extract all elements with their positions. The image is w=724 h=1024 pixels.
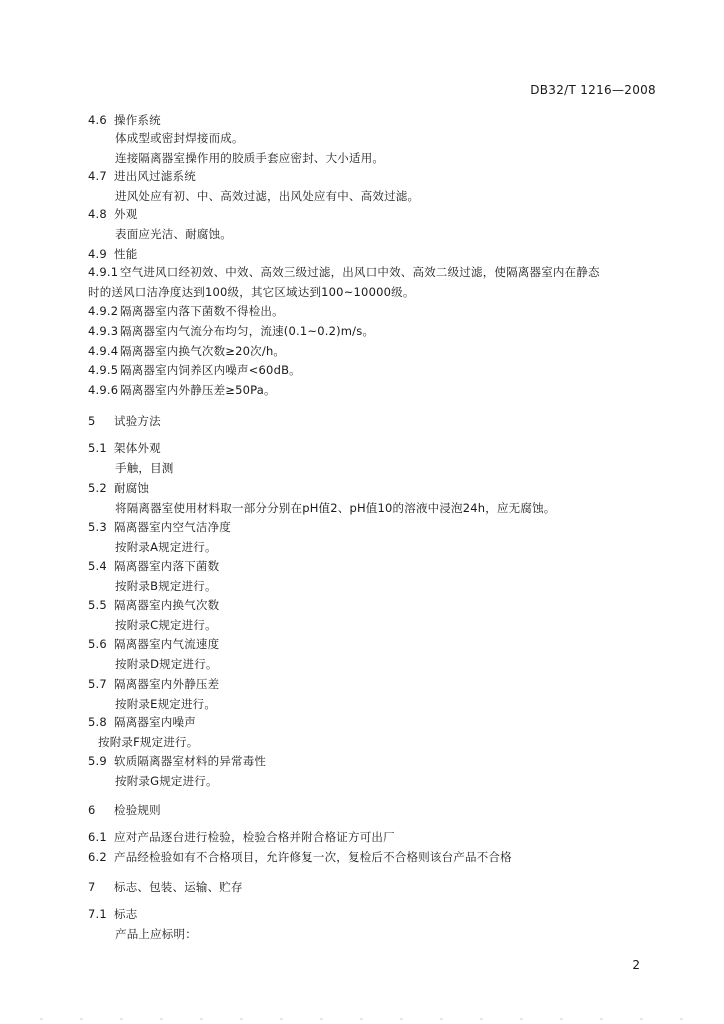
clause-text: 隔离器室内换气次数 bbox=[114, 598, 220, 612]
text-line bbox=[115, 500, 555, 516]
text-line bbox=[88, 246, 137, 262]
text-line bbox=[88, 323, 374, 339]
clause-text: 按附录G规定进行。 bbox=[115, 774, 218, 788]
text-line bbox=[88, 413, 161, 429]
text-line bbox=[115, 226, 232, 242]
clause-text: 空气进风口经初效、中效、高效三级过滤，出风口中效、高效二级过滤，使隔离器室内在静态 bbox=[120, 265, 600, 279]
clause-text: 表面应光洁、耐腐蚀。 bbox=[115, 227, 232, 241]
clause-number: 6 bbox=[88, 803, 96, 817]
text-line bbox=[88, 284, 415, 300]
clause-text: 手触，目测 bbox=[115, 461, 174, 475]
clause-text: 按附录A规定进行。 bbox=[115, 540, 217, 554]
text-line bbox=[115, 460, 174, 476]
clause-number: 7.1 bbox=[88, 907, 107, 921]
text-line bbox=[115, 696, 216, 712]
clause-text: 耐腐蚀 bbox=[114, 481, 150, 495]
clause-number: 4.9.2 bbox=[88, 304, 119, 318]
clause-text: 架体外观 bbox=[114, 441, 161, 455]
text-line bbox=[88, 303, 284, 319]
clause-number: 5 bbox=[88, 414, 96, 428]
text-line bbox=[115, 150, 384, 166]
text-line bbox=[88, 714, 196, 730]
clause-text: 隔离器室内换气次数≥20次/h。 bbox=[120, 344, 286, 358]
clause-number: 5.7 bbox=[88, 677, 107, 691]
text-line bbox=[88, 206, 137, 222]
clause-text: 隔离器室内噪声 bbox=[114, 715, 196, 729]
text-line bbox=[88, 558, 219, 574]
text-line bbox=[88, 362, 301, 378]
clause-number: 5.8 bbox=[88, 715, 107, 729]
clause-text: 按附录C规定进行。 bbox=[115, 618, 217, 632]
clause-number: 5.4 bbox=[88, 559, 107, 573]
clause-text: 操作系统 bbox=[114, 113, 161, 127]
clause-text: 时的送风口洁净度达到100级，其它区域达到100~10000级。 bbox=[88, 285, 415, 299]
text-line bbox=[88, 264, 600, 280]
text-line bbox=[88, 168, 196, 184]
clause-text: 按附录F规定进行。 bbox=[98, 735, 199, 749]
clause-text: 标志 bbox=[114, 907, 138, 921]
clause-text: 隔离器室内空气洁净度 bbox=[114, 520, 231, 534]
text-line bbox=[88, 879, 243, 895]
clause-number: 5.1 bbox=[88, 441, 107, 455]
page-number: 2 bbox=[632, 958, 640, 972]
clause-number: 6.1 bbox=[88, 830, 107, 844]
text-line bbox=[88, 802, 161, 818]
clause-number: 4.6 bbox=[88, 113, 107, 127]
clause-number: 4.9.3 bbox=[88, 324, 119, 338]
clause-number: 5.2 bbox=[88, 481, 107, 495]
clause-text: 隔离器室内气流速度 bbox=[114, 637, 220, 651]
text-line bbox=[88, 597, 219, 613]
clause-number: 7 bbox=[88, 880, 96, 894]
text-line bbox=[88, 849, 512, 865]
standard-code-header: DB32/T 1216—2008 bbox=[530, 83, 656, 97]
clause-text: 隔离器室内气流分布均匀，流速(0.1~0.2)m/s。 bbox=[120, 324, 375, 338]
text-line bbox=[115, 539, 217, 555]
text-line bbox=[115, 926, 197, 942]
clause-text: 标志、包装、运输、贮存 bbox=[114, 880, 243, 894]
text-line bbox=[88, 906, 137, 922]
text-line bbox=[115, 617, 217, 633]
clause-text: 检验规则 bbox=[114, 803, 161, 817]
text-line bbox=[115, 188, 419, 204]
clause-text: 按附录E规定进行。 bbox=[115, 697, 217, 711]
clause-text: 隔离器室内外静压差≥50Pa。 bbox=[120, 383, 276, 397]
clause-number: 5.6 bbox=[88, 637, 107, 651]
clause-number: 4.7 bbox=[88, 169, 107, 183]
clause-text: 将隔离器室使用材料取一部分分别在pH值2、pH值10的溶液中浸泡24h，应无腐蚀。 bbox=[115, 501, 556, 515]
text-line bbox=[88, 676, 219, 692]
clause-text: 隔离器室内落下菌数 bbox=[114, 559, 220, 573]
clause-text: 隔离器室内落下菌数不得检出。 bbox=[120, 304, 284, 318]
clause-number: 6.2 bbox=[88, 850, 107, 864]
clause-number: 5.5 bbox=[88, 598, 107, 612]
text-line bbox=[88, 480, 149, 496]
clause-number: 4.9.6 bbox=[88, 383, 119, 397]
text-line bbox=[88, 829, 395, 845]
text-line bbox=[115, 656, 218, 672]
clause-text: 体成型或密封焊接而成。 bbox=[115, 131, 244, 145]
clause-number: 4.9 bbox=[88, 247, 107, 261]
clause-text: 隔离器室内饲养区内噪声<60dB。 bbox=[120, 363, 301, 377]
clause-text: 隔离器室内外静压差 bbox=[114, 677, 220, 691]
clause-number: 4.9.1 bbox=[88, 265, 119, 279]
clause-text: 按附录B规定进行。 bbox=[115, 579, 217, 593]
text-line bbox=[88, 112, 161, 128]
text-line bbox=[115, 578, 217, 594]
text-line bbox=[88, 519, 231, 535]
clause-number: 5.9 bbox=[88, 754, 107, 768]
clause-text: 应对产品逐台进行检验，检验合格并附合格证方可出厂 bbox=[114, 830, 395, 844]
clause-text: 进出风过滤系统 bbox=[114, 169, 196, 183]
text-line bbox=[88, 440, 161, 456]
clause-text: 产品上应标明： bbox=[115, 927, 197, 941]
text-line bbox=[88, 636, 219, 652]
clause-text: 性能 bbox=[114, 247, 138, 261]
clause-number: 5.3 bbox=[88, 520, 107, 534]
text-line bbox=[88, 753, 266, 769]
text-line bbox=[115, 773, 218, 789]
scan-edge-artifact bbox=[40, 1018, 704, 1020]
clause-text: 产品经检验如有不合格项目，允许修复一次，复检后不合格则该台产品不合格 bbox=[114, 850, 512, 864]
text-line bbox=[88, 382, 276, 398]
clause-number: 4.9.5 bbox=[88, 363, 119, 377]
text-line bbox=[98, 734, 198, 750]
text-line bbox=[115, 130, 244, 146]
clause-text: 试验方法 bbox=[114, 414, 161, 428]
clause-text: 外观 bbox=[114, 207, 138, 221]
clause-text: 按附录D规定进行。 bbox=[115, 657, 218, 671]
clause-text: 进风处应有初、中、高效过滤，出风处应有中、高效过滤。 bbox=[115, 189, 420, 203]
clause-text: 软质隔离器室材料的异常毒性 bbox=[114, 754, 267, 768]
text-line bbox=[88, 343, 285, 359]
clause-number: 4.8 bbox=[88, 207, 107, 221]
clause-number: 4.9.4 bbox=[88, 344, 119, 358]
clause-text: 连接隔离器室操作用的胶质手套应密封、大小适用。 bbox=[115, 151, 385, 165]
